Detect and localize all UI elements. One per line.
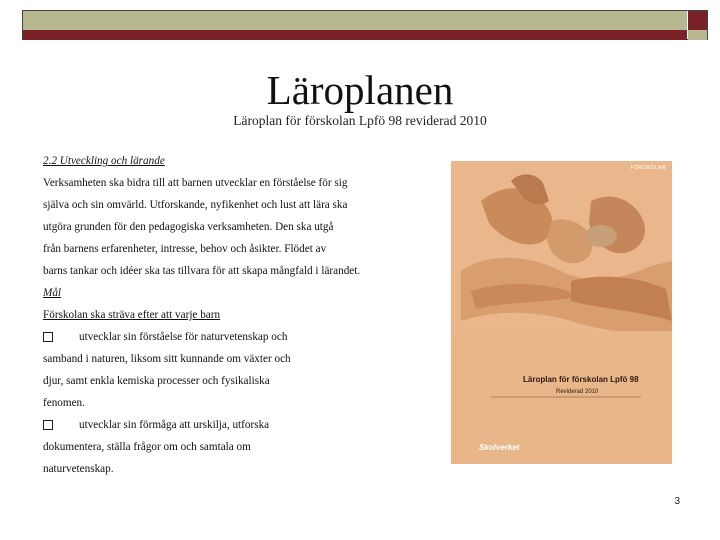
bullet-continuation: dokumentera, ställa frågor om och samtala om: [43, 441, 251, 453]
cover-year: Reviderad 2010: [556, 389, 599, 395]
slide-body: [43, 150, 448, 480]
hands-illustration: [451, 161, 672, 464]
bullet-continuation: samband i naturen, liksom sitt kunnande om växter och: [43, 353, 291, 365]
goal-intro: Förskolan ska sträva efter att varje barn: [43, 309, 221, 321]
paragraph-line: barns tankar och idéer ska tas tillvara för att skapa mångfald i lärandet.: [43, 265, 361, 277]
section-heading: 2.2 Utveckling och lärande: [43, 155, 165, 167]
goal-heading: Mål: [43, 287, 62, 299]
curriculum-cover-image: [451, 161, 672, 464]
bullet-item: [43, 326, 448, 348]
bullet-text: utvecklar sin förmåga att urskilja, utforska: [79, 419, 270, 431]
paragraph-line: Verksamheten ska bidra till att barnen utvecklar en förståelse för sig: [43, 177, 348, 189]
bullet-text: utvecklar sin förståelse för naturvetenskap och: [79, 331, 288, 343]
cover-brand-logo: Skolverket: [479, 443, 520, 452]
top-bar-maroon-band: [23, 30, 687, 40]
slide-title: Läroplanen: [266, 67, 454, 113]
cover-tag: FÖRSKOLAN: [630, 165, 666, 171]
square-bullet-icon: [43, 332, 53, 342]
paragraph-line: utgöra grunden för den pedagogiska verksamheten. Den ska utgå: [43, 221, 334, 233]
top-bar-corner-square-lower: [688, 30, 707, 40]
top-bar-corner-square: [688, 11, 707, 30]
bullet-continuation: naturvetenskap.: [43, 463, 114, 475]
slide-subtitle: Läroplan för förskolan Lpfö 98 reviderad 2010: [233, 113, 487, 128]
paragraph-line: från barnens erfarenheter, intresse, behov och åsikter. Flödet av: [43, 243, 327, 255]
page-number: 3: [674, 496, 680, 507]
cover-title: Läroplan för förskolan Lpfö 98: [523, 375, 639, 384]
paragraph-line: själva och sin omvärld. Utforskande, nyfikenhet och lust att lära ska: [43, 199, 348, 211]
top-bar-olive-band: [23, 11, 687, 30]
bullet-continuation: djur, samt enkla kemiska processer och fysikaliska: [43, 375, 270, 387]
bullet-continuation: fenomen.: [43, 397, 85, 409]
square-bullet-icon: [43, 420, 53, 430]
bullet-item: [43, 414, 448, 436]
decorative-top-bar: [22, 10, 708, 40]
